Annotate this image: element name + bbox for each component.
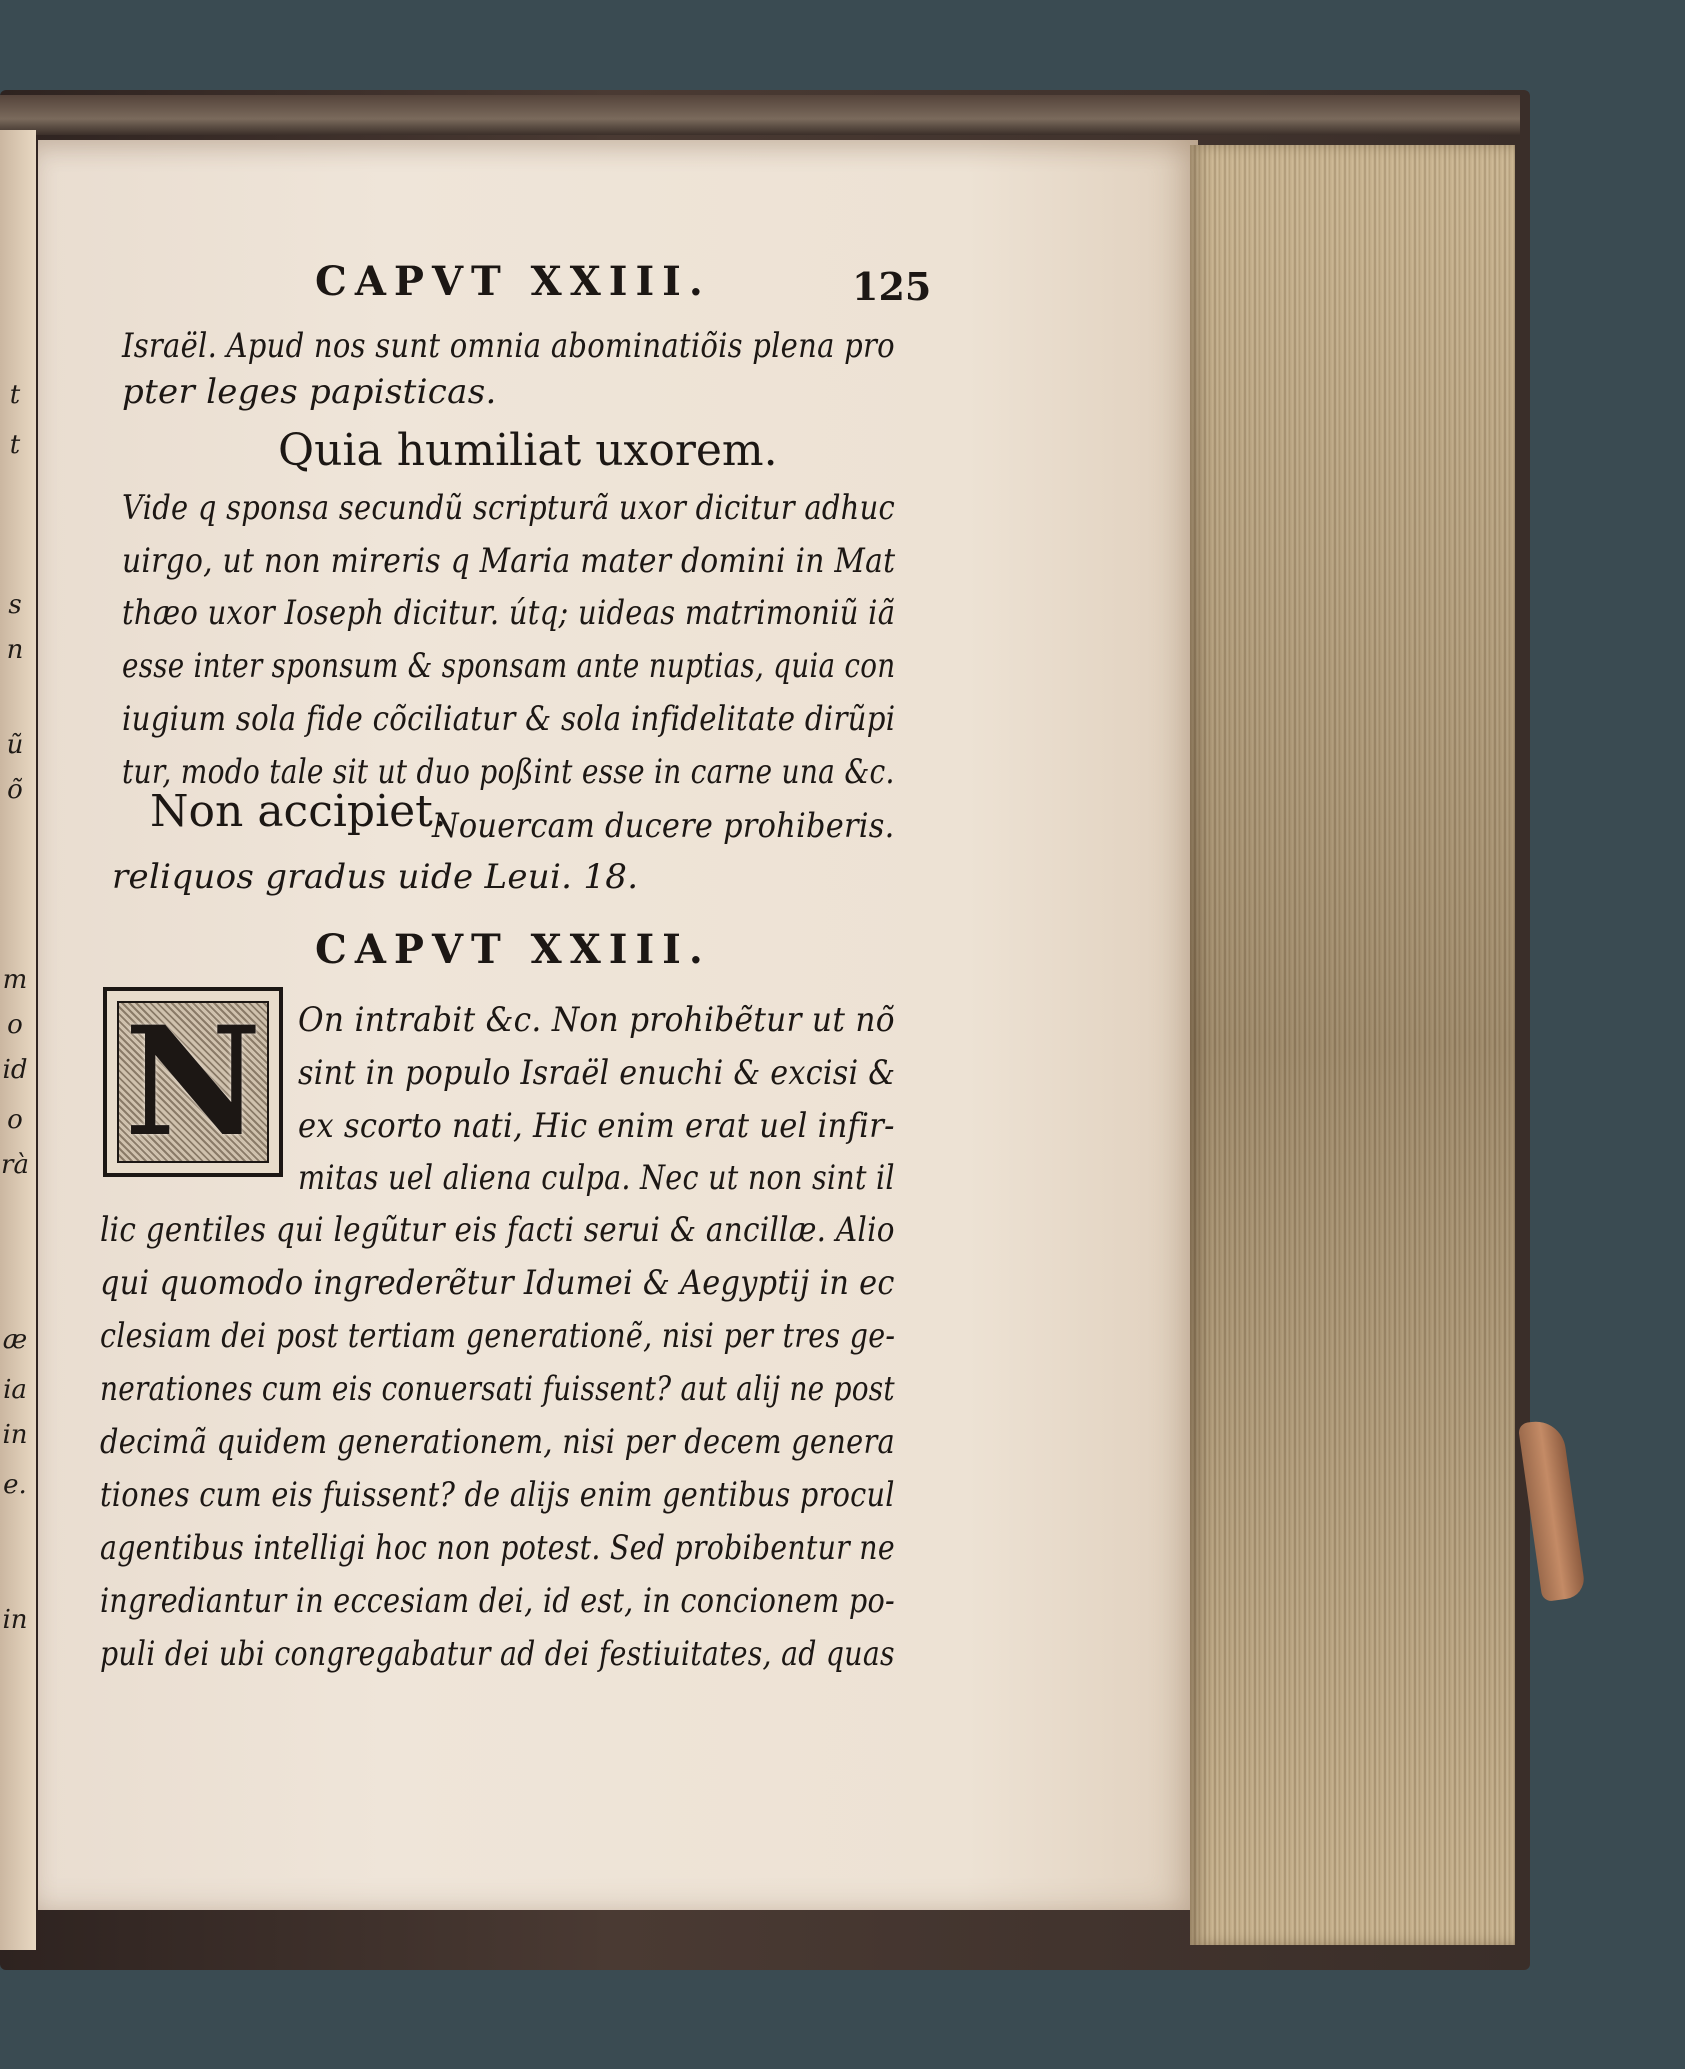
text-line: esse inter sponsum & sponsam ante nuptias, quia con <box>122 646 896 686</box>
margin-fragment: m <box>2 965 28 995</box>
margin-fragment: t <box>9 380 21 410</box>
text-line: iugium sola fide cõciliatur & sola infidelitate dirũpi <box>122 699 896 739</box>
text-line: nerationes cum eis conuersati fuissent? aut alij ne post <box>100 1369 895 1409</box>
margin-fragment: õ <box>7 775 23 805</box>
text-line: On intrabit &c. Non prohibẽtur ut nõ <box>298 1000 895 1040</box>
margin-fragment: n <box>6 635 24 665</box>
margin-fragment: ia <box>3 1375 27 1405</box>
text-line: clesiam dei post tertiam generationẽ, nisi per tres ge- <box>100 1316 896 1356</box>
text-line: mitas uel aliena culpa. Nec ut non sint il <box>298 1158 895 1198</box>
lemma-heading: Quia humiliat uxorem. <box>278 425 778 476</box>
text-line: Vide q sponsa secundũ scripturã uxor dicitur adhuc <box>122 488 896 528</box>
initial-letter: N <box>124 994 262 1170</box>
margin-fragment: in <box>2 1420 28 1450</box>
text-line: ingrediantur in eccesiam dei, id est, in concionem po- <box>100 1581 895 1621</box>
text-line: decimã quidem generationem, nisi per decem genera <box>100 1422 895 1462</box>
text-line: qui quomodo ingrederẽtur Idumei & Aegyptij in ec <box>100 1263 895 1303</box>
text-line: agentibus intelligi hoc non potest. Sed probibentur ne <box>100 1528 895 1568</box>
margin-fragment: æ <box>2 1325 28 1355</box>
text-line: Israël. Apud nos sunt omnia abominatiõis plena pro <box>122 326 895 366</box>
text-line: thæo uxor Ioseph dicitur. útq; uideas matrimoniũ iã <box>122 593 896 633</box>
text-line: lic gentiles qui legũtur eis facti serui & ancillæ. Alio <box>100 1210 895 1250</box>
text-line: ex scorto nati, Hic enim erat uel infir- <box>298 1106 895 1146</box>
margin-fragment: ũ <box>6 730 24 760</box>
margin-fragment: t <box>9 430 21 460</box>
cover-top-edge <box>0 95 1520 135</box>
text-line: reliquos gradus uide Leui. 18. <box>112 857 639 897</box>
text-line: tur, modo tale sit ut duo poßint esse in carne una &c. <box>122 752 895 792</box>
text-line: pter leges papisticas. <box>122 372 497 412</box>
chapter-heading: CAPVT XXIII. <box>315 926 711 973</box>
text-line: tiones cum eis fuissent? de alijs enim gentibus procul <box>100 1475 895 1515</box>
page-number: 125 <box>852 264 932 309</box>
margin-fragment: id <box>2 1055 28 1085</box>
margin-fragment: rà <box>1 1150 29 1180</box>
lemma-heading: Non accipiet. <box>150 786 447 837</box>
margin-fragment: o <box>7 1010 23 1040</box>
text-line: puli dei ubi congregabatur ad dei festiuitates, ad quas <box>100 1634 895 1674</box>
decorated-initial <box>103 987 283 1177</box>
text-line: sint in populo Israël enuchi & excisi & <box>298 1053 896 1093</box>
running-head: CAPVT XXIII. <box>315 258 711 305</box>
margin-fragment: s <box>8 590 22 620</box>
margin-fragment: o <box>7 1105 23 1135</box>
text-line: Nouercam ducere prohiberis. <box>432 806 895 846</box>
margin-fragment: e. <box>3 1470 27 1500</box>
fore-edge-shading <box>1190 145 1515 1945</box>
facing-page-edge <box>0 130 36 1950</box>
margin-fragment: in <box>2 1605 28 1635</box>
text-line: uirgo, ut non mireris q Maria mater domini in Mat <box>122 541 896 581</box>
